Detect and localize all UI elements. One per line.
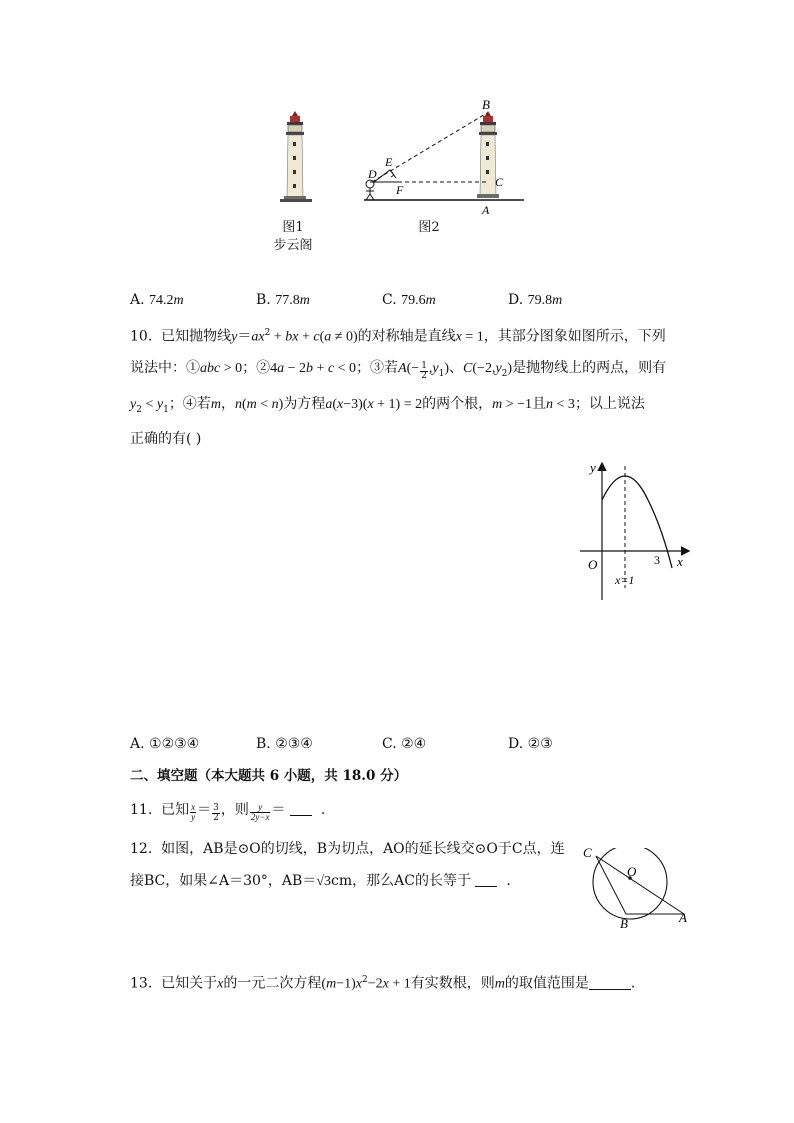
axis-eq-label: x=1 — [615, 573, 635, 587]
q12-line-1: 12. 如图，AB是⊙O的切线，B为切点，AO的延长线交⊙O于C点，连 — [130, 841, 565, 857]
q13-number: 13. — [130, 975, 153, 992]
root-3-label: 3 — [654, 553, 660, 567]
q11-answer-blank[interactable] — [290, 801, 312, 816]
figure-1-subcaption: 步云阁 — [273, 238, 313, 253]
label-o: O — [627, 864, 637, 879]
q12-number: 12. — [130, 841, 153, 857]
label-a: A — [679, 910, 687, 925]
lighthouse-illustration — [280, 111, 312, 202]
q10-parabola-graph — [574, 456, 698, 606]
label-f: F — [396, 183, 404, 197]
label-b: B — [482, 97, 490, 112]
q13-line: 13. 已知关于x的一元二次方程$(m-1)x^2-2x + 1$有实数根，则m的取值范围是 . — [130, 975, 636, 992]
y-axis-label: y — [590, 460, 596, 475]
q9-option-a: A. 74.2m — [130, 292, 184, 308]
q10-option-c: C. ②④ — [382, 736, 427, 752]
figure-1-caption: 图1 — [282, 220, 304, 235]
right-angle-triangle — [374, 170, 396, 182]
q10-line-2: 说法中：①abc > 0；②4a − 2b + c < 0；③若A(− $\frac{1}{2}$ $,y_1$)、$C(-2,y_2)$是抛物线上的两点，则有 — [130, 360, 667, 381]
q11-number: 11. — [130, 802, 153, 818]
q9-option-c: C. 79.6m — [382, 292, 436, 308]
q12-line-2: 接BC，如果∠A＝30°，AB＝√3cm，那么AC的长等于 . — [130, 873, 511, 889]
figure-2-diagram — [356, 96, 532, 220]
x-axis-label: x — [677, 554, 683, 569]
person-icon — [366, 180, 374, 200]
sight-line-db — [372, 113, 487, 182]
q10-option-b: B. ②③④ — [256, 736, 313, 752]
section-2-heading: 二、填空题（本大题共 6 小题，共 18.0 分） — [130, 768, 408, 784]
figure-1-lighthouse — [270, 110, 320, 206]
q12-answer-blank[interactable] — [475, 872, 497, 887]
segment-ca — [596, 856, 684, 914]
q9-option-b: B. 77.8m — [256, 292, 310, 308]
label-a: A — [482, 203, 490, 217]
q9-option-d: D. 79.8m — [508, 292, 563, 308]
q10-option-a: A. ①②③④ — [130, 736, 200, 752]
label-d: D — [368, 167, 377, 181]
circle-o — [593, 848, 667, 919]
figure-2-caption: 图2 — [418, 220, 440, 235]
q10-number: 10. — [130, 328, 153, 345]
q11-line: 11. 已知 $\frac{x}{y}$ ＝ $\frac{3}{2}$ ，则 $\frac{y}{2y-x}$ ＝ . — [130, 802, 326, 823]
label-c: C — [495, 175, 504, 189]
q10-option-d: D. ②③ — [508, 736, 553, 752]
label-c: C — [583, 848, 592, 860]
parabola-curve — [602, 476, 672, 568]
label-e: E — [385, 155, 393, 169]
q10-line-3: $y_2 < y_1$；④若m，n(m < n)为方程a(x−3)(x + 1) = 2的两个根，m > −1且n < 3；以上说法 — [130, 396, 645, 415]
label-b: B — [620, 916, 628, 931]
q13-answer-blank[interactable] — [589, 975, 631, 990]
segment-bc — [596, 856, 626, 914]
q12-circle-figure — [580, 848, 692, 932]
origin-label: O — [588, 557, 598, 572]
q10-line-4: 正确的有( ) — [130, 431, 202, 447]
q10-line-1: 10. 已知抛物线$y=ax^2$ + bx + c(a ≠ 0)的对称轴是直线x = 1，其部分图象如图所示，下列 — [130, 328, 666, 345]
